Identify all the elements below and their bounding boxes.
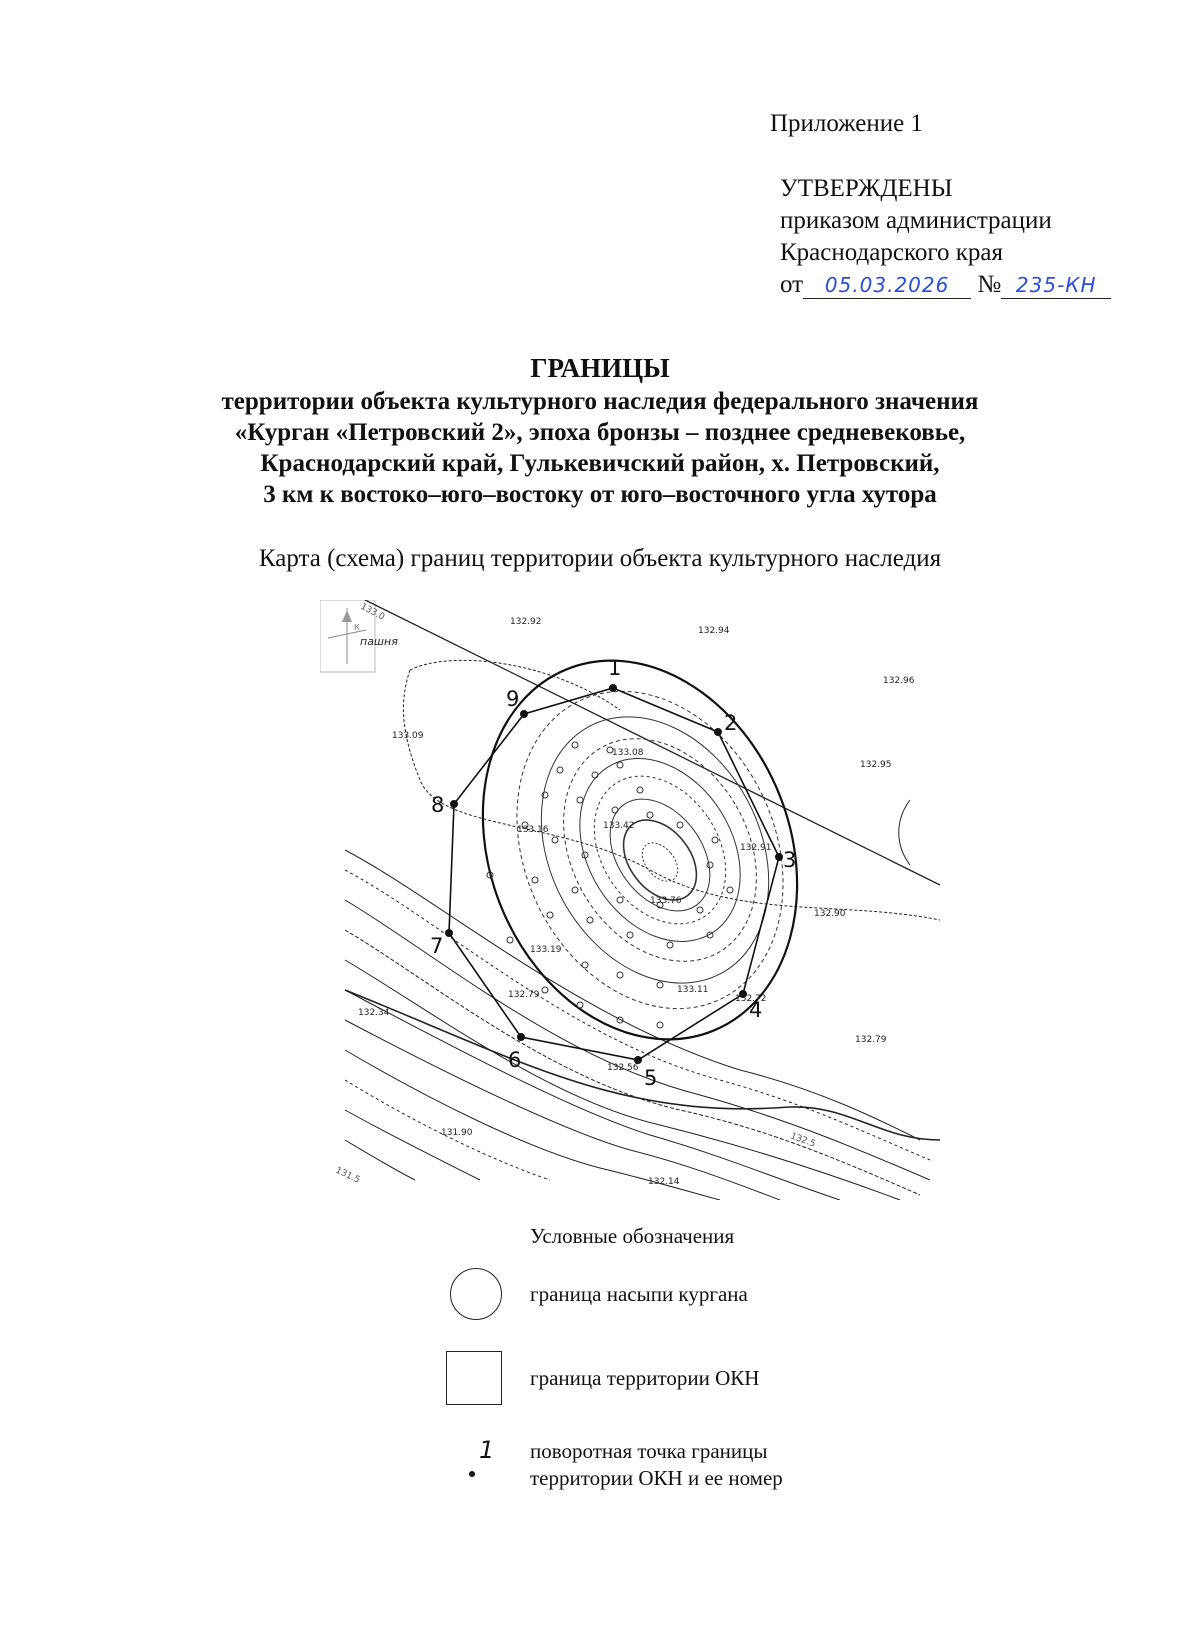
point-number: 3: [783, 848, 797, 872]
approval-heading: УТВЕРЖДЕНЫ: [780, 175, 953, 202]
elevation-mark: 132.34: [358, 1008, 390, 1018]
point-number: 4: [749, 998, 763, 1022]
point-number: 7: [430, 934, 444, 958]
contour-lines: [345, 600, 940, 1200]
legend-title: Условные обозначения: [530, 1224, 735, 1248]
boundary-map: [320, 600, 940, 1200]
from-prefix: от: [780, 271, 804, 298]
contour-value-labels: [334, 602, 817, 1186]
elevation-mark: 132.95: [860, 760, 892, 770]
approval-line-1: приказом администрации: [780, 207, 1052, 234]
elevation-mark: 133.42: [603, 821, 635, 831]
point-number: 9: [506, 687, 520, 711]
contour-value: 131.5: [333, 1165, 362, 1186]
title-line-4: 3 км к востоко–юго–востоку от юго–восточного угла хутора: [263, 481, 937, 508]
elevation-mark: 132.94: [698, 626, 730, 636]
turning-points: [445, 684, 783, 1064]
approval-number: 235-КН: [1001, 272, 1111, 299]
legend-point-label: [530, 1438, 783, 1492]
contour-value: 132.5: [788, 1131, 817, 1150]
elevation-mark: 133.19: [530, 945, 562, 955]
approval-date-line: [780, 269, 1111, 301]
mound-boundary-symbol-icon: [450, 1268, 502, 1320]
turning-point: [517, 1033, 525, 1041]
turning-point: [609, 684, 617, 692]
elevation-mark: 133.08: [612, 748, 644, 758]
legend-territory-label: граница территории ОКН: [530, 1366, 760, 1390]
document-title: [100, 353, 1100, 510]
elevation-mark: 132.96: [883, 676, 915, 686]
number-prefix: №: [977, 271, 1002, 298]
approval-block: [780, 173, 1111, 301]
contour-value: 133.0: [358, 601, 387, 623]
title-main: ГРАНИЦЫ: [530, 353, 670, 383]
title-line-2: «Курган «Петровский 2», эпоха бронзы – позднее средневековье,: [234, 419, 966, 446]
point-number: 2: [724, 711, 738, 735]
elevation-mark: 133.09: [392, 731, 424, 741]
point-number: 5: [644, 1066, 658, 1090]
elevation-labels: [358, 617, 915, 1187]
turning-point: [520, 710, 528, 718]
point-number: 6: [508, 1048, 522, 1072]
elevation-mark: 132.79: [855, 1035, 887, 1045]
title-line-1: территории объекта культурного наследия федерального значения: [221, 388, 979, 415]
svg-text:К: К: [354, 623, 360, 632]
elevation-mark: 132.14: [648, 1177, 680, 1187]
legend-point-line-2: территории ОКН и ее номер: [530, 1466, 783, 1490]
legend-mound-label: граница насыпи кургана: [530, 1282, 748, 1306]
territory-boundary: [449, 688, 779, 1060]
elevation-mark: 133.76: [650, 896, 682, 906]
elevation-mark: 131.90: [441, 1128, 473, 1138]
elevation-mark: 132.56: [607, 1063, 639, 1073]
elevation-mark: 132.91: [740, 843, 772, 853]
elevation-mark: 132.92: [510, 617, 542, 627]
territory-boundary-symbol-icon: [446, 1351, 502, 1405]
turning-point: [714, 728, 722, 736]
approval-line-2: Краснодарского края: [780, 239, 1003, 266]
appendix-label: Приложение 1: [770, 110, 923, 137]
turning-point-symbol-icon: [465, 1434, 505, 1484]
turning-point: [445, 929, 453, 937]
point-number-labels: [430, 656, 796, 1090]
turning-point: [775, 853, 783, 861]
land-label: пашня: [360, 635, 398, 648]
legend-point-line-1: поворотная точка границы: [530, 1439, 768, 1463]
approval-date: 05.03.2026: [803, 272, 971, 299]
point-number: 1: [608, 656, 622, 680]
point-number: 8: [431, 793, 445, 817]
map-caption: Карта (схема) границ территории объекта культурного наследия: [258, 545, 942, 572]
elevation-mark: 132.90: [814, 909, 846, 919]
elevation-mark: 133.11: [677, 985, 709, 995]
title-line-3: Краснодарский край, Гулькевичский район, х. Петровский,: [260, 450, 940, 477]
elevation-mark: 132.72: [735, 994, 767, 1004]
legend-point-sample: 1: [479, 1436, 495, 1464]
elevation-mark: 132.79: [508, 990, 540, 1000]
elevation-mark: 133.16: [517, 825, 549, 835]
turning-point: [450, 800, 458, 808]
